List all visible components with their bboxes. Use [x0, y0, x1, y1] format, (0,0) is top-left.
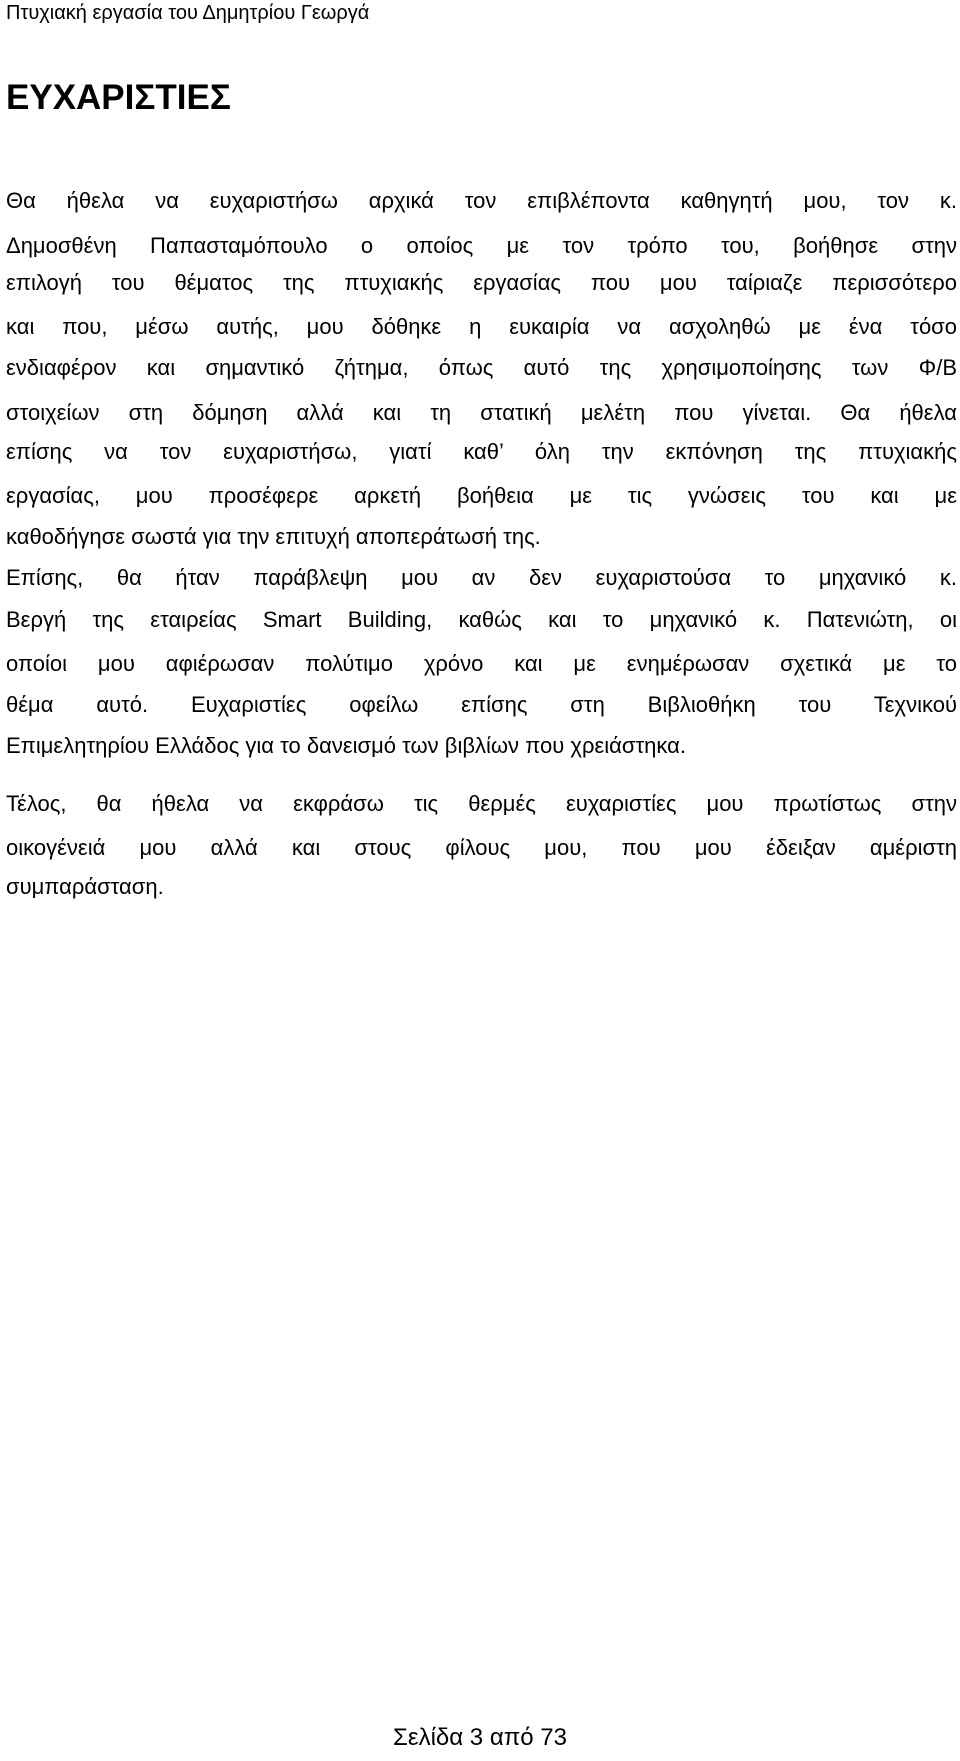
text-line: επιλογή του θέματος της πτυχιακής εργασίας που μου ταίριαζε περισσότερο [6, 270, 957, 295]
text-line: Τέλος, θα ήθελα να εκφράσω τις θερμές ευχαριστίες μου πρωτίστως στην [6, 791, 957, 816]
text-line: συμπαράσταση. [6, 874, 164, 899]
text-line: Θα ήθελα να ευχαριστήσω αρχικά τον επιβλέποντα καθηγητή μου, τον κ. [6, 188, 957, 213]
text-line: Επίσης, θα ήταν παράβλεψη μου αν δεν ευχαριστούσα το μηχανικό κ. [6, 565, 957, 590]
text-line: και που, μέσω αυτής, μου δόθηκε η ευκαιρία να ασχοληθώ με ένα τόσο [6, 314, 957, 339]
text-line: οικογένειά μου αλλά και στους φίλους μου, που μου έδειξαν αμέριστη [6, 835, 957, 860]
text-line: στοιχείων στη δόμηση αλλά και τη στατική μελέτη που γίνεται. Θα ήθελα [6, 400, 957, 425]
text-line: καθοδήγησε σωστά για την επιτυχή αποπεράτωσή της. [6, 524, 541, 549]
page-number: Σελίδα 3 από 73 [393, 1724, 567, 1751]
text-line: Επιμελητηρίου Ελλάδος για το δανεισμό των βιβλίων που χρειάστηκα. [6, 733, 686, 758]
text-line: Βεργή της εταιρείας Smart Building, καθώς και το μηχανικό κ. Πατενιώτη, οι [6, 607, 957, 632]
text-line: εργασίας, μου προσέφερε αρκετή βοήθεια με τις γνώσεις του και με [6, 483, 957, 508]
text-line: ενδιαφέρον και σημαντικό ζήτημα, όπως αυτό της χρησιμοποίησης των Φ/Β [6, 355, 957, 380]
page-title: ΕΥΧΑΡΙΣΤΙΕΣ [6, 78, 231, 117]
text-line: θέμα αυτό. Ευχαριστίες οφείλω επίσης στη Βιβλιοθήκη του Τεχνικού [6, 692, 957, 717]
running-header: Πτυχιακή εργασία του Δημητρίου Γεωργά [6, 2, 370, 24]
text-line: οποίοι μου αφιέρωσαν πολύτιμο χρόνο και με ενημέρωσαν σχετικά με το [6, 651, 957, 676]
text-line: Δημοσθένη Παπασταμόπουλο ο οποίος με τον τρόπο του, βοήθησε στην [6, 233, 957, 258]
text-line: επίσης να τον ευχαριστήσω, γιατί καθ’ όλη την εκπόνηση της πτυχιακής [6, 439, 957, 464]
